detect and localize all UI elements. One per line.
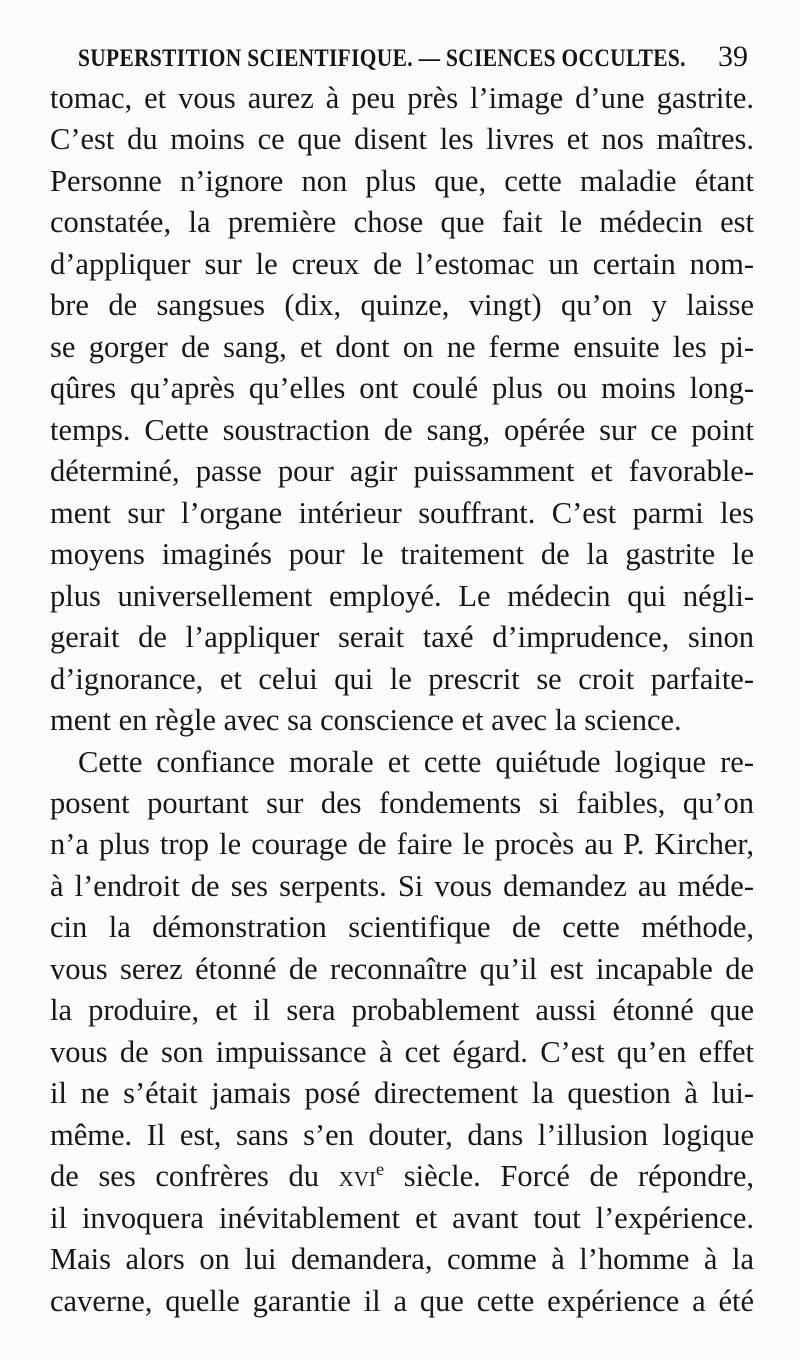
text-line: constatée, la première chose que fait le médecin est: [50, 205, 754, 240]
line-text-after: siècle. Forcé de répondre,: [384, 1159, 754, 1194]
text-line: ment sur l’organe intérieur souffrant. C’est parmi les: [50, 495, 754, 530]
text-line: plus universellement employé. Le médecin qui négli-: [50, 578, 754, 613]
running-title: SUPERSTITION SCIENTIFIQUE. — SCIENCES OCCULTES.: [78, 43, 686, 72]
text-line: n’a plus trop le courage de faire le procès au P. Kircher,: [50, 827, 754, 862]
text-line: à l’endroit de ses serpents. Si vous demandez au méde-: [50, 868, 754, 903]
text-line: tomac, et vous aurez à peu près l’image d’une gastrite.: [50, 81, 754, 115]
text-line: Personne n’ignore non plus que, cette maladie étant: [50, 163, 754, 198]
text-line: d’appliquer sur le creux de l’estomac un certain nom-: [50, 246, 754, 281]
text-line: il invoquera inévitablement et avant tout l’expérience.: [50, 1200, 754, 1235]
text-line: Mais alors on lui demandera, comme à l’homme à la: [50, 1242, 754, 1277]
century-numeral: xvi: [338, 1159, 376, 1194]
text-line: temps. Cette soustraction de sang, opérée sur ce point: [50, 412, 754, 447]
text-line: caverne, quelle garantie il a que cette expérience a été: [50, 1283, 754, 1318]
text-line: se gorger de sang, et dont on ne ferme ensuite les pi-: [50, 329, 754, 364]
body-text: [50, 78, 754, 1322]
text-line: moyens imaginés pour le traitement de la gastrite le: [50, 537, 754, 572]
text-line: vous de son impuissance à cet égard. C’est qu’en effet: [50, 1034, 754, 1069]
paragraph-end-line: ment en règle avec sa conscience et avec la science.: [50, 703, 682, 738]
running-head: [0, 40, 800, 80]
text-line: posent pourtant sur des fondements si faibles, qu’on: [50, 785, 754, 820]
text-line-with-century: [50, 1156, 754, 1197]
line-text-before: de ses confrères du: [50, 1159, 339, 1194]
text-line: C’est du moins ce que disent les livres et nos maîtres.: [50, 122, 754, 157]
paragraph-start-line: Cette confiance morale et cette quiétude logique re-: [78, 744, 754, 779]
text-line: d’ignorance, et celui qui le prescrit se croit parfaite-: [50, 661, 754, 696]
text-line: vous serez étonné de reconnaître qu’il est incapable de: [50, 951, 754, 986]
text-line: déterminé, passe pour agir puissamment et favorable-: [50, 454, 754, 489]
text-line: qûres qu’après qu’elles ont coulé plus ou moins long-: [50, 371, 754, 406]
page-number: 39: [718, 40, 748, 73]
century-superscript: e: [375, 1159, 385, 1180]
text-line: bre de sangsues (dix, quinze, vingt) qu’on y laisse: [50, 288, 754, 323]
text-line: cin la démonstration scientifique de cette méthode,: [50, 910, 754, 945]
text-line: il ne s’était jamais posé directement la question à lui-: [50, 1076, 754, 1111]
text-line: la produire, et il sera probablement aussi étonné que: [50, 993, 754, 1028]
text-line: même. Il est, sans s’en douter, dans l’illusion logique: [50, 1117, 754, 1152]
text-line: gerait de l’appliquer serait taxé d’imprudence, sinon: [50, 620, 754, 655]
